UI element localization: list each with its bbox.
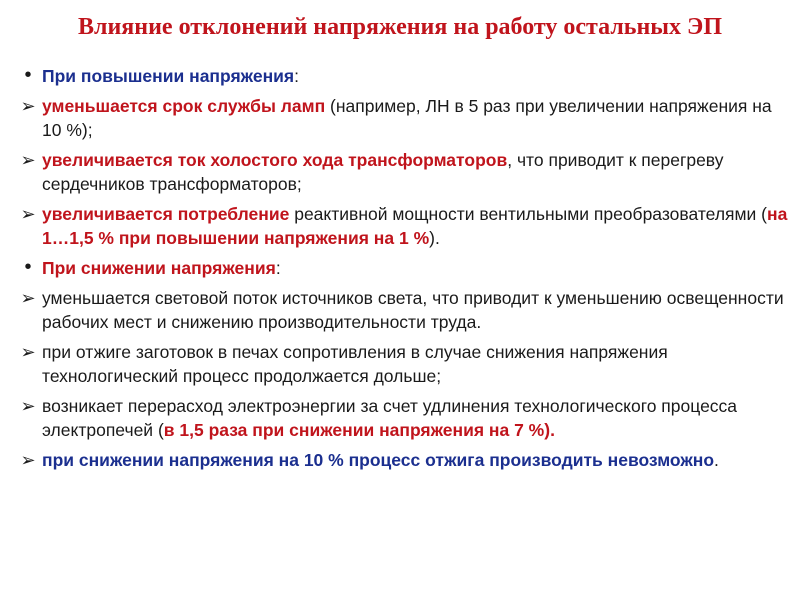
arrowhead-bullet-icon: ➢ bbox=[20, 288, 36, 308]
bullet-text: реактивной мощности вентильными преобразователями ( bbox=[289, 204, 767, 224]
bullet-item bbox=[18, 202, 788, 250]
bullet-item bbox=[18, 94, 788, 142]
bullet-item bbox=[18, 148, 788, 196]
bullet-text-highlight: в 1,5 раза при снижении напряжения на 7 %). bbox=[163, 420, 555, 440]
bullet-item bbox=[18, 340, 788, 388]
bullet-text: уменьшается световой поток источников света, что приводит к уменьшению освещенности рабочих мест и снижению производительности труда. bbox=[42, 288, 784, 332]
bullet-item bbox=[18, 256, 788, 280]
bullet-text-bold: При повышении напряжения bbox=[42, 66, 295, 86]
bullet-item bbox=[18, 286, 788, 334]
bullet-text: . bbox=[714, 450, 719, 470]
bullet-text-highlight: на 1…1,5 % при повышении напряжения на 1 % bbox=[42, 204, 788, 248]
bullet-text: , что приводит к перегреву сердечников трансформаторов; bbox=[42, 150, 724, 194]
bullet-text: возникает перерасход электроэнергии за счет удлинения технологического процесса электропечей ( bbox=[42, 396, 738, 440]
bullet-list bbox=[18, 64, 788, 478]
bullet-text: ). bbox=[429, 228, 440, 248]
arrowhead-bullet-icon: ➢ bbox=[20, 150, 36, 170]
bullet-text-highlight: уменьшается срок службы ламп bbox=[42, 96, 326, 116]
slide-title: Влияние отклонений напряжения на работу остальных ЭП bbox=[77, 14, 722, 40]
bullet-item bbox=[18, 394, 788, 442]
bullet-text-highlight: увеличивается потребление bbox=[42, 204, 290, 224]
bullet-text-highlight: увеличивается ток холостого хода трансформаторов bbox=[42, 150, 508, 170]
bullet-dot-icon: • bbox=[24, 64, 32, 86]
bullet-text: (например, ЛН в 5 раз при увеличении напряжения на 10 %); bbox=[42, 96, 772, 140]
bullet-text: : bbox=[294, 66, 299, 86]
bullet-item bbox=[18, 448, 788, 472]
bullet-text: при отжиге заготовок в печах сопротивления в случае снижения напряжения технологический процесс продолжается дольше; bbox=[42, 342, 668, 386]
arrowhead-bullet-icon: ➢ bbox=[20, 204, 36, 224]
arrowhead-bullet-icon: ➢ bbox=[20, 450, 36, 470]
bullet-text: : bbox=[275, 258, 281, 278]
arrowhead-bullet-icon: ➢ bbox=[20, 342, 36, 362]
bullet-text-bold: При снижении напряжения bbox=[42, 258, 276, 278]
arrowhead-bullet-icon: ➢ bbox=[20, 396, 36, 416]
bullet-text-bold: при снижении напряжения на 10 % процесс отжига производить невозможно bbox=[42, 450, 715, 470]
bullet-dot-icon: • bbox=[24, 256, 32, 278]
bullet-item bbox=[18, 64, 788, 88]
arrowhead-bullet-icon: ➢ bbox=[20, 96, 36, 116]
